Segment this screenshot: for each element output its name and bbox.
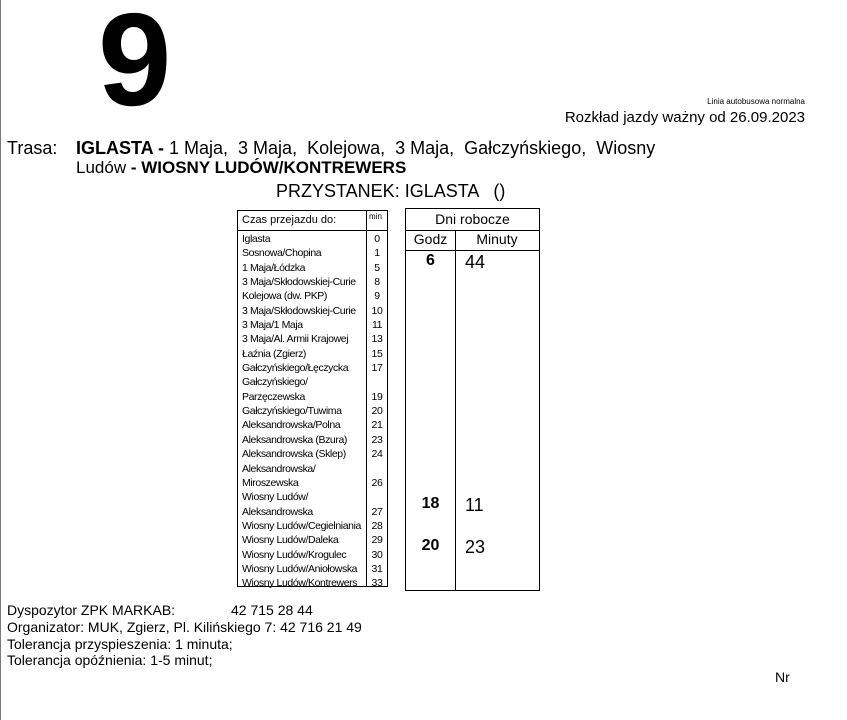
dispatcher-phone: 42 715 28 44 — [231, 602, 313, 618]
travel-stop-name — [238, 533, 367, 547]
travel-stop-minutes: 5 — [374, 261, 380, 274]
travel-stop-name — [238, 289, 367, 303]
travel-stop-name-line: Aleksandrowska (Bzura) — [242, 433, 347, 446]
travel-stop-name — [238, 404, 367, 418]
travel-stop-row — [238, 347, 387, 361]
travel-stop-row — [238, 361, 387, 375]
travel-stop-row — [238, 576, 387, 590]
timetable — [405, 208, 540, 591]
travel-times-title: Czas przejazdu do: — [242, 214, 337, 226]
travel-stop-row — [238, 490, 387, 519]
travel-stop-name — [238, 576, 367, 590]
early-tolerance: Tolerancja przyspieszenia: 1 minuta; — [7, 636, 233, 652]
timetable-hour: 20 — [421, 537, 440, 554]
travel-stop-name-line: Sosnowa/Chopina — [242, 247, 322, 260]
route-via-2: Ludów — [76, 158, 127, 177]
travel-stop-name-line: Kolejowa (dw. PKP) — [242, 290, 328, 303]
travel-stop-minutes: 26 — [371, 476, 383, 489]
travel-stop-minutes: 29 — [371, 534, 383, 547]
travel-stop-name-line: Gałczyńskiego/Łęczycka — [242, 362, 349, 375]
timetable-hour: 18 — [421, 495, 440, 512]
travel-stop-minutes: 24 — [371, 448, 383, 461]
travel-stop-minutes: 19 — [371, 390, 383, 403]
travel-times-header — [238, 211, 387, 231]
travel-stop-name-line: Wiosny Ludów/Kontrewers — [242, 577, 358, 590]
travel-stop-name-line: Wiosny Ludów/Daleka — [242, 534, 339, 547]
travel-stop-minutes: 33 — [371, 577, 383, 590]
travel-stop-name-line: 1 Maja/Łódzka — [242, 261, 306, 274]
travel-stop-minutes: 1 — [374, 247, 380, 260]
route-via-1: 1 Maja, 3 Maja, Kolejowa, 3 Maja, Gałczyńskiego, Wiosny — [169, 138, 656, 158]
travel-stop-name — [238, 361, 367, 375]
travel-stop-name-line: Gałczyńskiego/Tuwima — [242, 405, 342, 418]
line-number: 9 — [98, 0, 170, 133]
travel-stop-row — [238, 447, 387, 461]
travel-stop-row — [238, 404, 387, 418]
travel-stop-name — [238, 232, 367, 246]
travel-stop-minutes: 0 — [374, 233, 380, 245]
travel-stop-name — [238, 490, 367, 519]
travel-stop-row — [238, 289, 387, 303]
travel-stop-name-line: 3 Maja/Skłodowskiej-Curie — [242, 276, 356, 289]
travel-stop-row — [238, 548, 387, 562]
travel-stop-row — [238, 246, 387, 260]
travel-stop-row — [238, 375, 387, 404]
dispatcher-info: Dyspozytor ZPK MARKAB: — [7, 602, 176, 618]
travel-stop-name-line: Łaźnia (Zgierz) — [242, 347, 307, 360]
stop-heading: PRZYSTANEK: IGLASTA () — [276, 181, 506, 201]
travel-stop-minutes: 30 — [371, 548, 383, 561]
travel-stop-name — [238, 347, 367, 361]
travel-stop-minutes: 9 — [374, 290, 380, 303]
route-label: Trasa: — [7, 138, 58, 158]
travel-times-list — [238, 232, 387, 591]
travel-stop-name-line: Aleksandrowska (Sklep) — [242, 448, 346, 461]
line-type-label: Linia autobusowa normalna — [707, 97, 805, 106]
travel-stop-row — [238, 519, 387, 533]
travel-stop-name — [238, 261, 367, 275]
travel-stop-row — [238, 232, 387, 246]
organizer-info: Organizator: MUK, Zgierz, Pl. Kilińskiego 7: 42 716 21 49 — [7, 619, 362, 635]
travel-stop-name — [238, 246, 367, 260]
travel-stop-minutes: 8 — [374, 276, 380, 289]
travel-stop-name-line: Wiosny Ludów/Cegielniania — [242, 519, 361, 532]
travel-stop-name-line: 3 Maja/1 Maja — [242, 319, 303, 332]
travel-stop-minutes: 21 — [371, 419, 383, 432]
travel-stop-row — [238, 275, 387, 289]
travel-stop-minutes: 27 — [371, 505, 383, 518]
timetable-minutes: 11 — [465, 495, 484, 515]
travel-stop-name — [238, 447, 367, 461]
travel-stop-name — [238, 433, 367, 447]
travel-stop-row — [238, 261, 387, 275]
travel-stop-minutes: 28 — [371, 519, 383, 532]
timetable-minutes: 44 — [465, 252, 486, 272]
page-left-border — [0, 0, 1, 720]
timetable-divider — [455, 230, 456, 590]
route-end: - WIOSNY LUDÓW/KONTREWERS — [130, 158, 407, 177]
travel-stop-name-line: Wiosny Ludów/Krogulec — [242, 548, 347, 561]
travel-stop-name — [238, 462, 367, 491]
travel-stop-name-line: Aleksandrowska — [242, 505, 313, 518]
travel-stop-name — [238, 304, 367, 318]
travel-stop-row — [238, 462, 387, 491]
travel-stop-row — [238, 304, 387, 318]
travel-stop-name-line: 3 Maja/Al. Armii Krajowej — [242, 333, 349, 346]
travel-stop-row — [238, 418, 387, 432]
travel-stop-row — [238, 318, 387, 332]
valid-from-date: Rozkład jazdy ważny od 26.09.2023 — [564, 109, 805, 126]
timetable-minutes: 23 — [465, 537, 486, 557]
travel-stop-name-line: Wiosny Ludów/ — [242, 491, 308, 504]
travel-stop-minutes: 13 — [371, 333, 383, 346]
travel-stop-name — [238, 519, 367, 533]
travel-stop-name — [238, 375, 367, 404]
travel-stop-minutes: 20 — [371, 405, 383, 418]
travel-times-table — [237, 210, 388, 590]
timetable-minutes-header: Minuty — [455, 230, 539, 251]
route-line-2 — [76, 158, 406, 178]
travel-stop-name-line: Iglasta — [242, 233, 271, 245]
travel-stop-minutes: 31 — [371, 562, 383, 575]
travel-stop-name-line: 3 Maja/Skłodowskiej-Curie — [242, 304, 356, 317]
travel-stop-name — [238, 332, 367, 346]
timetable-hour-header: Godz — [406, 230, 455, 251]
travel-stop-name-line: Gałczyńskiego/ — [242, 376, 308, 389]
travel-stop-minutes: 17 — [371, 362, 383, 375]
timetable-title: Dni robocze — [406, 209, 539, 231]
travel-stop-name — [238, 548, 367, 562]
late-tolerance: Tolerancja opóźnienia: 1-5 minut; — [7, 652, 213, 668]
travel-times-unit: min — [369, 212, 382, 221]
travel-stop-name — [238, 418, 367, 432]
travel-stop-row — [238, 533, 387, 547]
travel-stop-name-line: Parzęczewska — [242, 390, 305, 403]
travel-stop-name — [238, 318, 367, 332]
travel-stop-name-line: Aleksandrowska/Polna — [242, 419, 341, 432]
travel-stop-minutes: 15 — [371, 347, 383, 360]
travel-stop-name — [238, 562, 367, 576]
travel-stop-minutes: 10 — [371, 304, 383, 317]
travel-stop-name-line: Wiosny Ludów/Aniołowska — [242, 562, 358, 575]
travel-stop-minutes: 23 — [371, 433, 383, 446]
travel-stop-name-line: Aleksandrowska/ — [242, 462, 316, 475]
nr-label: Nr — [775, 669, 790, 685]
travel-stop-name-line: Miroszewska — [242, 476, 299, 489]
travel-stop-name — [238, 275, 367, 289]
travel-stop-minutes: 11 — [371, 319, 383, 332]
travel-stop-row — [238, 562, 387, 576]
travel-stop-row — [238, 433, 387, 447]
travel-stop-row — [238, 332, 387, 346]
route-line-1 — [76, 138, 655, 159]
route-start: IGLASTA - — [76, 138, 164, 158]
timetable-hour: 6 — [426, 252, 435, 269]
